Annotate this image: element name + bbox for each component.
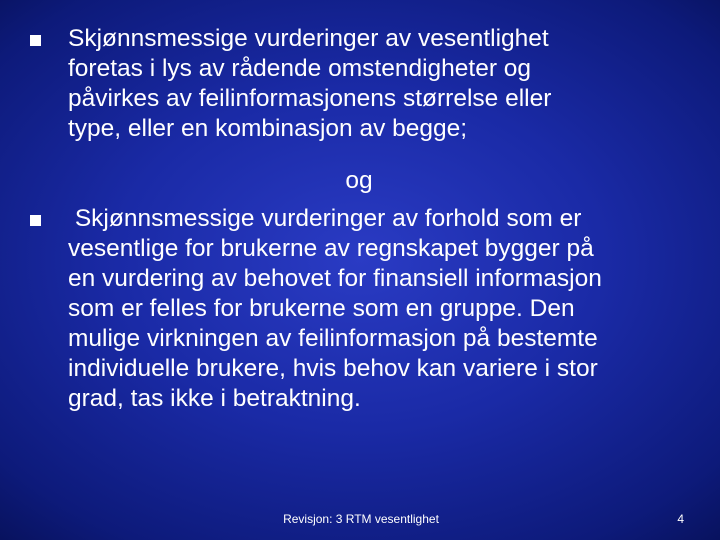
connector-label: og	[345, 167, 373, 194]
footer-text	[0, 511, 720, 527]
footer-label: Revisjon: 3 RTM vesentlighet	[283, 512, 439, 526]
connector-text	[0, 166, 720, 196]
bullet-text-2: Skjønnsmessige vurderinger av forhold som er vesentlige for brukerne av regnskapet bygger på en vurdering av behovet for finansiell informasjon som er felles for brukerne som en gruppe. Den mulige virkningen av feilinformasjon på bestemte individuelle brukere, hvis behov kan variere i stor grad, tas ikke i betraktning.	[68, 205, 602, 412]
square-bullet-icon	[30, 35, 41, 46]
bullet-text-1: Skjønnsmessige vurderinger av vesentlighet foretas i lys av rådende omstendigheter og påvirkes av feilinformasjonens størrelse eller type, eller en kombinasjon av begge;	[68, 25, 552, 142]
square-bullet-icon	[30, 215, 41, 226]
page-number: 4	[677, 512, 684, 526]
